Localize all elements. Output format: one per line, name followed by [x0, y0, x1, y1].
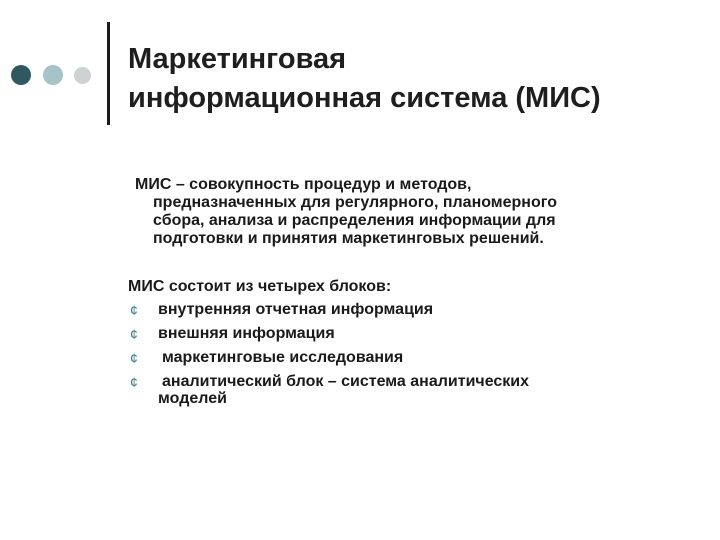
list-item-label: маркетинговые исследования: [162, 349, 404, 366]
title-line-2: информационная система (МИС): [128, 82, 601, 114]
teal-circle-icon: [43, 65, 63, 85]
list-item-label: аналитический блок – система аналитических: [162, 373, 530, 390]
list-item-label: внутренняя отчетная информация: [158, 301, 434, 318]
dark-circle-icon: [11, 65, 31, 85]
list-item: [128, 370, 688, 407]
gray-circle-icon: [74, 67, 91, 84]
list-item: [128, 298, 688, 322]
definition-line-1: МИС – совокупность процедур и методов,: [135, 176, 472, 193]
list-item: [128, 346, 688, 370]
definition-line-4: подготовки и принятия маркетинговых решений.: [153, 230, 544, 247]
blocks-list: [128, 298, 688, 407]
definition-line-3: сбора, анализа и распределения информации для: [153, 212, 556, 229]
definition-line-2: предназначенных для регулярного, планомерного: [153, 194, 557, 211]
blocks-section: [128, 276, 688, 407]
title-line-1: Маркетинговая: [128, 43, 347, 75]
blocks-intro: МИС состоит из четырех блоков:: [128, 278, 392, 295]
list-item: [128, 322, 688, 346]
definition-paragraph: [135, 176, 675, 248]
list-item-label: внешняя информация: [158, 325, 335, 342]
bullet-icon: ¢: [130, 350, 138, 366]
bullet-icon: ¢: [130, 326, 138, 342]
vertical-divider: [107, 22, 110, 125]
bullet-icon: ¢: [130, 374, 138, 390]
slide-title: [128, 40, 708, 118]
bullet-icon: ¢: [130, 302, 138, 318]
list-item-label-continuation: моделей: [158, 390, 227, 407]
